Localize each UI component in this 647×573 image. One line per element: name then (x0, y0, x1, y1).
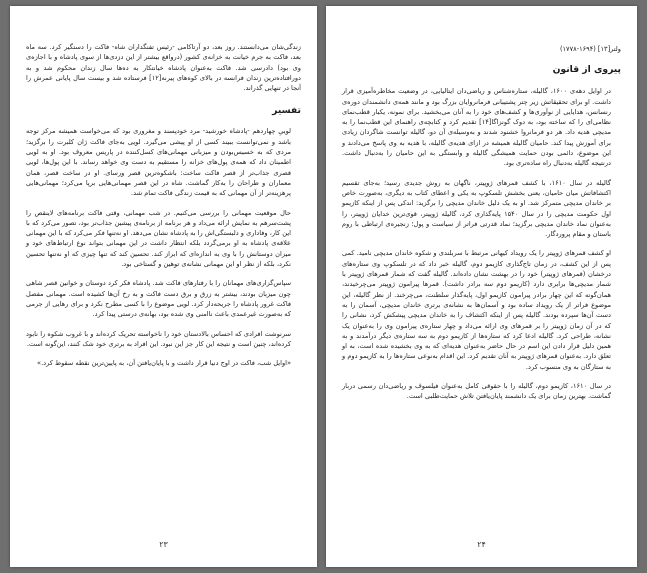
right-paragraph: او کشف قمرهای ژوپیتر را یک رویداد کیهانی مرتبط با سربلندی و شکوه خاندان مدیچی نامید. کمی پس از این کشف، در زمان تاج‌گذاری کازیمو دوم، گالیله خبر داد که در تلسکوپ وی ستاره‌های درخشان (قمرهای ژوپیتر) خود را در بهشت نشان داده‌اند. گالیله گفت که شمار قمرهای ژوپیتر با شمار مدیچی‌ها برابری دارد (کازیمو دوم سه برادر داشت). قمرها پیرامون ژوپیتر می‌چرخیدند، همان‌گونه که این چهار برادر پیرامون کازیمو اول، پایه‌گذار سلطنت، می‌چرخند. از نظر گالیله، این موضوع فراتر از یک رویداد ساده بود و آسمان‌ها به نشانه‌ی برتری خاندان مدیچی، آسمان را به دست آن‌ها سپرده بودند. گالیله پس از اینکه اکتشاف را به خاندان مدیچی پیشکش کرد، نشانی را که در آن زمان ژوپیتر را بر قمرهای وی ارائه می‌داد و چهار ستاره‌ی پیرامون وی را به‌عنوان یک نشانه، طراحی کرد. گالیله ادعا کرد که ستاره‌ها از کازیمو دوم به سه ستاره‌ی دیگر درآمدند و به همین دلیل قرار دادن این اسم در حال حاضر به‌عنوان هدیه‌ای که به وی بخشیده شده است، به او تعلق دارد. به‌عنوان قمرهای ژوپیتر به آنان تقدیم کرد. این اقدام به‌نوعی ستاره‌ها را به کازیمو دوم و به ستارگان به وی منسوب کرد. (342, 249, 611, 371)
right-page (326, 6, 637, 567)
left-page-number: ۲۳ (159, 540, 168, 549)
right-paragraph: در سال ۱۶۱۰، کازیمو دوم، گالیله را با حقوقی کامل به‌عنوان فیلسوف و ریاضی‌دان رسمی دربار گماشت. بهترین زمان برای یک دانشمند پایان‌یافتن تلاش حمایت‌طلبی است. (342, 382, 611, 401)
left-paragraph: سرنوشت افرادی که احساس بالادستان خود را ناخواسته تحریک کرده‌اند و با غروب شکوه را نابود کرده‌اند، چنین است و نتیجه این کار جز این نبود. این افراد به برتری خود شک کنند، این‌گونه است. (26, 329, 291, 348)
left-page-content (26, 42, 301, 377)
left-quote-paragraph: «اوایل شب، فاکت در اوج دنیا قرار داشت و با پایان‌یافتن آن، به پایین‌ترین نقطه سقوط کرد.» (37, 359, 291, 368)
running-head: ولتر[۱۳] (۱۶۹۴-۱۷۷۸) (559, 45, 621, 53)
left-intro-paragraph: زندگی‌شان می‌دانستند. روز بعد، دو آرتاکامی -رئیس تفنگداران شاه- فاکت را دستگیر کرد. سه ماه بعد، فاکت به جرم خیانت به خزانه‌ی کشور (درواقع بیشتر از این دزدی‌ها از سوی پادشاه و با اجازه‌ی وی بود) دادرسی شد. فاکت به‌عنوان پادشاه خیانتکار به ده‌ها سال زندان محکوم شد و به دورافتاده‌ترین زندان فرانسه در بالای کوه‌های پیرنه[۱۲] فرستاده شد و بیست سال پایانی عمرش را آنجا در تنهایی گذراند. (26, 43, 301, 93)
left-section-heading: تفسیر (272, 105, 301, 117)
right-page-number: ۲۴ (477, 540, 486, 549)
left-paragraph: حال موقعیت مهمانی را بررسی می‌کنیم. در شب مهمانی، وقتی فاکت برنامه‌های لاینقص را پشت‌سرهم به نمایش ارائه می‌داد و هر برنامه از برنامه‌ی پیشین جذاب‌تر بود، تصور می‌کرد که با این کار، وفاداری و دلبستگی‌اش را به پادشاه نشان می‌دهد. او نه‌تنها فکر می‌کرد که با این مهمانی علاقه‌ی پادشاه به او برمی‌گردد بلکه انتظار داشت در این مهمانی بتواند نوع ارتباط‌های خود و میزان دوستانش را با وی به اندازه‌ای که ابراز کند. تحسین کند که تنها چیزی که او نه‌تنها تحسین نکرد، بلکه از نظر او این مهمانی نشانه‌ی توهین و گستاخی بود. (26, 208, 291, 269)
left-paragraph: سپاس‌گزاری‌های مهمانان را با رفتارهای فاکت شد. پادشاه فکر کرد دوستان و خوانین قصر شاهی چون میزبان بودند، بیشتر به زرق و برق دست فاکت و به رخ آن‌ها کشیده است. مهمانی مفصل فاکت غرور پادشاه را جریحه‌دار کرد. لویی موضوع را با کسی مطرح نکرد و برای رهایی از جرمی که به‌صورت غیرعمدی باعث ناامنی وی شده بود، بهانه‌ی درستی پیدا کرد. (26, 279, 291, 319)
chapter-heading: پیروی از قانون (552, 64, 621, 76)
right-paragraph: در اوایل دهه‌ی ۱۶۰۰، گالیله، ستاره‌شناس و ریاضی‌دان ایتالیایی، در وضعیت مخاطره‌آمیزی قرار داشت. او برای تحقیقاتش زیر چتر پشتیبانی فرمانروایان بزرگ بود و مانند همه‌ی دانشمندان دوره‌ی رنسانس، هدایایی از نوآوری‌ها و کشف‌های خود را به آنان می‌بخشید. برای نمونه، یکبار قطب‌نمای نظامی‌ای را که ساخته بود، به دوک گونزاگا[۱۴] تقدیم کرد و کتابچه‌ی راهنمای این قطب‌نما را به مدیچی هدیه داد. هر دو فرمانروا خشنود شدند و به‌وسیله‌ی آن دو، گالیله توانست شاگردان زیادی برای آموزش پیدا کند. حامیان گالیله همیشه در ازای هدیه‌ی گالیله، با هدیه به وی پاسخ می‌دادند و این موضوع، دائمی بودن حمایت همیشگی گالیله و وابستگی به این حامیان را به‌دنبال داشت. درنتیجه گالیله به‌دنبال راه ساده‌تری بود. (342, 87, 611, 168)
right-paragraph: گالیله در سال ۱۶۱۰، با کشف قمرهای ژوپیتر، ناگهان به روش جدیدی رسید؛ به‌جای تقسیم اکتشافاتش میان حامیان، یعنی بخشش تلسکوپ به یکی و اعطای کتاب به دیگری، به‌صورت خاص بر خاندان مدیچی متمرکز شد. او به یک دلیل خاندان مدیچی را برگزید: اندکی پس از اینکه کازیمو اول حکومت مدیچی را در سال ۱۵۴۰ پایه‌گذاری کرد، گالیله ژوپیتر، قوی‌ترین خدایان ژوپیتر، را به‌عنوان نماد خاندان مدیچی برگزید؛ نماد قدرتی فراتر از سیاست و پول؛ زنجیره‌ی ارتباطی با روم باستان و مقام پروردگار. (342, 178, 611, 239)
left-paragraph: لوییِ چهاردهم -پادشاه خورشید- مرد خودپسند و مغروری بود که می‌خواست همیشه مرکز توجه باشد و نمی‌توانست ببیند کسی از او پیشی می‌گیرد. لویی به‌جای فاکت ژان کلبرت را برگزید؛ مردی که به خسیس‌بودن و میزبانی مهمانی‌های کسل‌کننده در پاریس معروف بود. او به لویی اطمینان داد که همه‌ی پول‌های خزانه را مستقیم به دست وی خواهد رساند. با این پول‌ها، لویی قصری جذاب‌تر از قصر فاکت ساخت: باشکوه‌ترین قصر ورسای. او در ساخت قصر، همان معماران و طراحان را به‌کار گماشت. شاه در این قصر مهمانی‌هایی برپا می‌کرد؛ مهمانی‌هایی پرهزینه‌تر از آن مهمانی که به قیمت زندگی فاکت تمام شد. (26, 127, 291, 198)
left-page (10, 6, 317, 567)
right-page-content (342, 44, 621, 411)
